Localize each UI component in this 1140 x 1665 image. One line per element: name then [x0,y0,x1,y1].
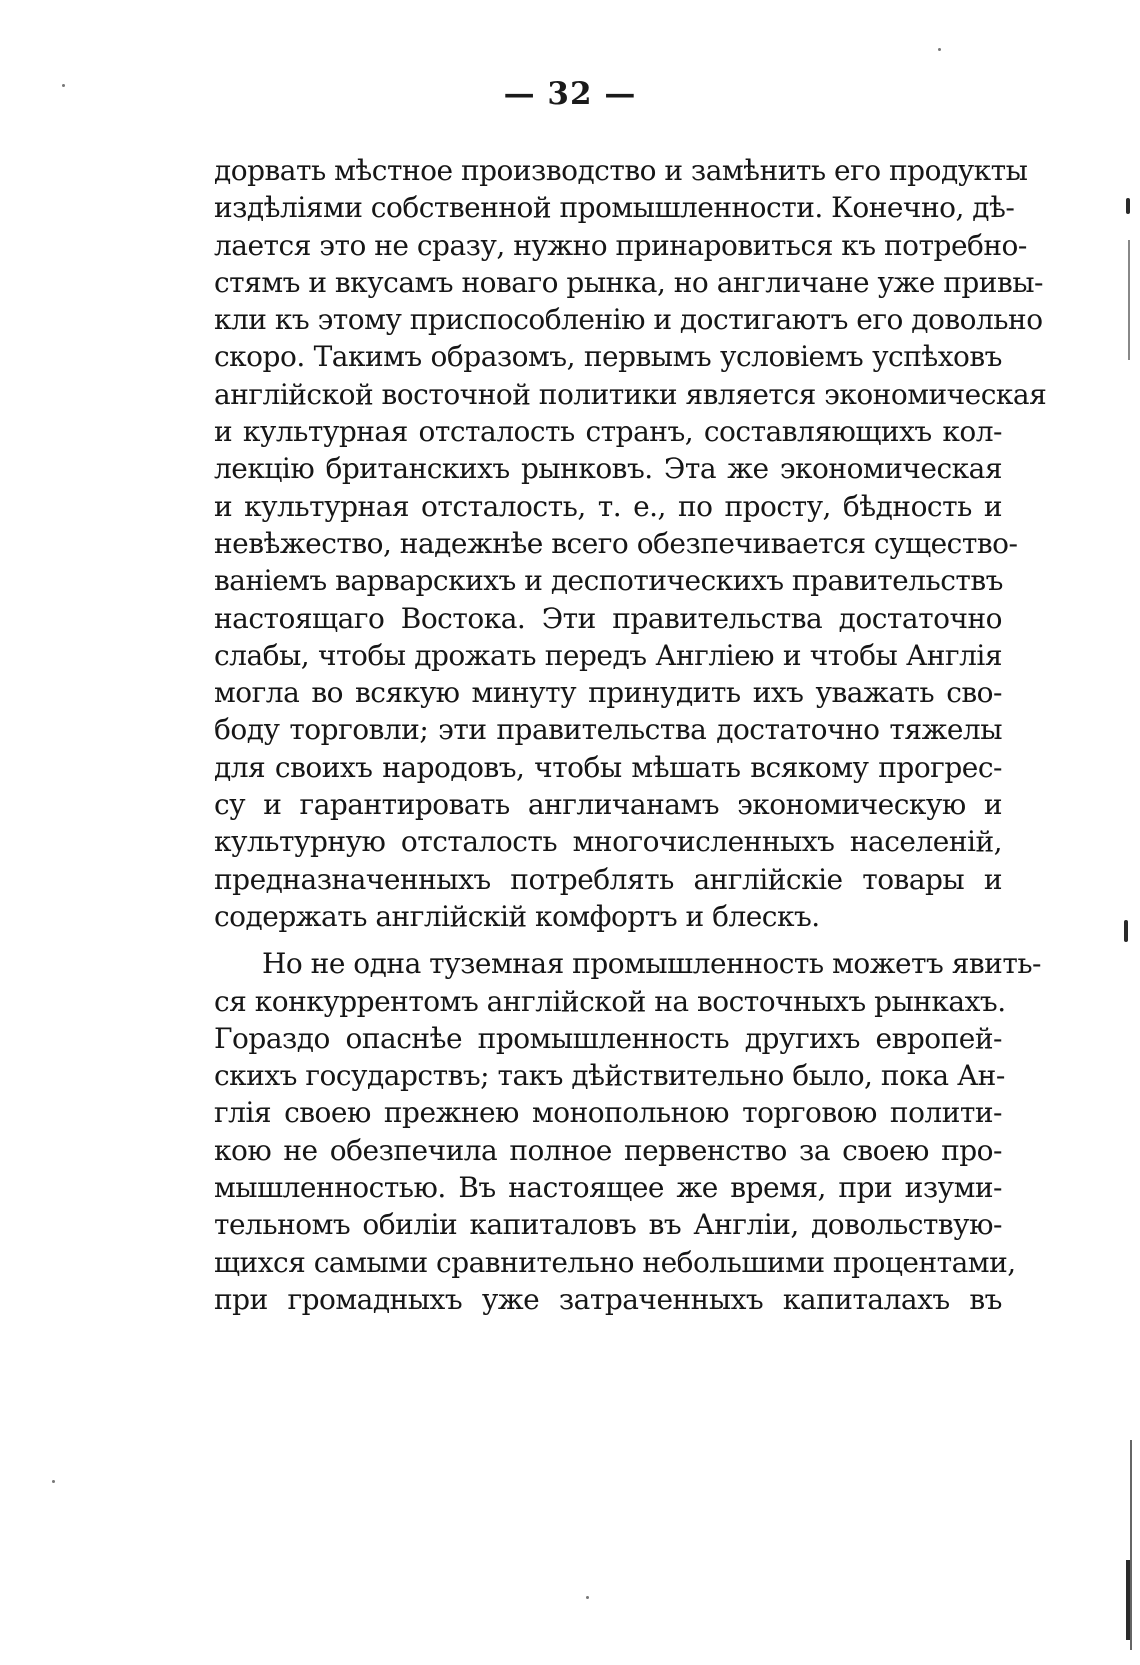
text-line: мышленностью. Въ настоящее же время, при изуми- [214,1171,1002,1205]
text-line: глія своею прежнею монопольною торговою полити- [214,1096,1002,1130]
text-line: и культурная отсталость, т. е., по просту, бѣдность и [214,489,1002,523]
text-line: су и гарантировать англичанамъ экономическую и [214,788,1002,822]
text-line: щихся самыми сравнительно небольшими процентами, [214,1245,1016,1279]
text-line: невѣжество, надежнѣе всего обезпечивается существо- [214,526,1018,560]
scan-artifact [1128,240,1130,360]
page-number: — 32 — [503,76,637,112]
text-line: ваніемъ варварскихъ и деспотическихъ правительствъ [214,564,1003,598]
text-line: стямъ и вкусамъ новаго рынка, но англичане уже привы- [214,265,1043,299]
text-line: кли къ этому приспособленію и достигаютъ его довольно [214,303,1043,337]
text-line: дорвать мѣстное производство и замѣнить его продукты [214,154,1028,187]
text-line: Но не одна туземная промышленность можетъ явить- [262,947,1042,981]
text-line: при громадныхъ уже затраченныхъ капиталахъ въ [214,1282,1002,1316]
text-line: культурную отсталость многочисленныхъ населеній, [214,825,1002,859]
scan-artifact [1126,198,1130,214]
scan-speck [62,84,65,87]
text-line: англійской восточной политики является экономическая [214,377,1047,411]
paragraph-2 [214,945,1042,1318]
text-line: скихъ государствъ; такъ дѣйствительно было, пока Ан- [214,1059,1005,1093]
text-line: лается это не сразу, нужно принаровиться къ потребно- [214,228,1027,262]
scan-speck [52,1480,55,1483]
scan-speck [938,48,941,51]
paragraph-1 [214,152,1047,935]
text-line: издѣліями собственной промышленности. Конечно, дѣ- [214,191,1015,225]
text-line: скоро. Такимъ образомъ, первымъ условіемъ успѣховъ [214,340,1002,374]
text-line: предназначенныхъ потреблять англійскіе товары и [214,862,1002,896]
scan-speck [586,1596,589,1599]
text-line: кою не обезпечила полное первенство за своею про- [214,1133,1002,1167]
body-text [214,152,1047,1318]
text-line: слабы, чтобы дрожать передъ Англіею и чтобы Англія [214,638,1002,672]
text-line: для своихъ народовъ, чтобы мѣшать всякому прогрес- [214,750,1002,784]
text-line: боду торговли; эти правительства достаточно тяжелы [214,713,1002,747]
text-line: тельномъ обиліи капиталовъ въ Англіи, довольствую- [214,1208,1002,1242]
paragraph-gap [214,935,1002,945]
text-line: ся конкуррентомъ англійской на восточныхъ рынкахъ. [214,984,1006,1018]
text-line: содержать англійскій комфортъ и блескъ. [214,899,820,933]
text-line: лекцію британскихъ рынковъ. Эта же экономическая [214,452,1002,486]
text-line: Гораздо опаснѣе промышленность другихъ европей- [214,1021,1002,1055]
text-line: могла во всякую минуту принудить ихъ уважать сво- [214,676,1002,710]
scan-artifact [1130,1440,1132,1650]
scan-artifact [1124,920,1128,942]
text-line: и культурная отсталость странъ, составляющихъ кол- [214,415,1002,449]
text-line: настоящаго Востока. Эти правительства достаточно [214,601,1002,635]
